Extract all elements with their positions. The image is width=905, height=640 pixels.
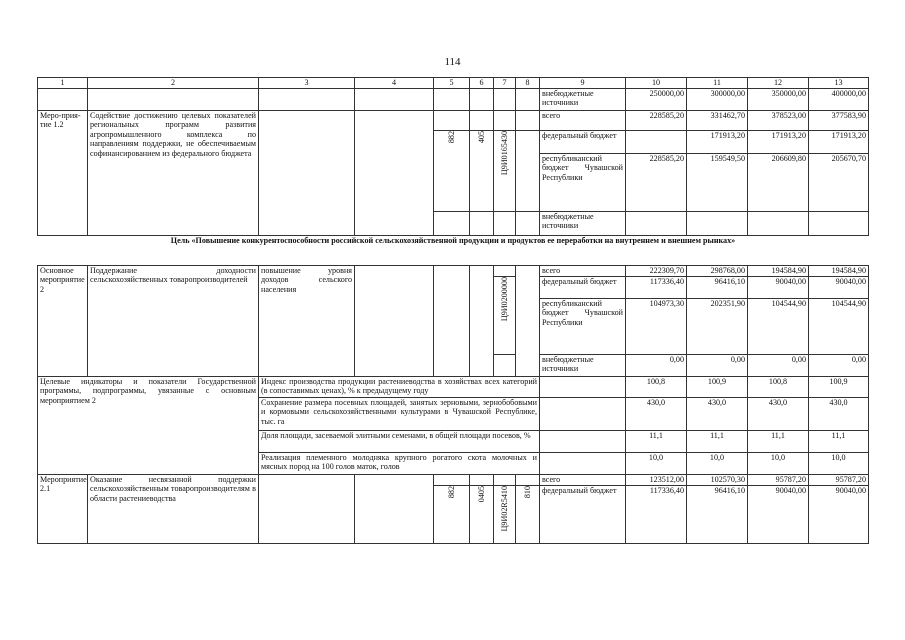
funding-source: федеральный бюджет	[540, 131, 626, 154]
indicator-text: Доля площади, засеваемой элитными семенами, в общей площади посевов, %	[259, 431, 540, 453]
code-section: 0405	[476, 486, 486, 503]
amount-cell: 331462,70	[687, 111, 748, 131]
indicator-value: 100,9	[809, 377, 869, 398]
amount-cell: 377583,90	[809, 111, 869, 131]
amount-cell: 228585,20	[626, 154, 687, 212]
col-num: 2	[88, 78, 259, 89]
amount-cell: 90040,00	[809, 277, 869, 299]
amount-cell: 300000,00	[687, 89, 748, 111]
funding-source: всего	[540, 111, 626, 131]
indicators-label: Целевые индикаторы и показатели Государственной программы, подпрограммы, увязанные с основным мероприятием 2	[38, 377, 259, 475]
code-section: 405	[476, 131, 486, 144]
indicator-value: 11,1	[626, 431, 687, 453]
amount-cell	[626, 212, 687, 236]
funding-source: внебюджетные источники	[540, 212, 626, 236]
funding-source: республиканский бюджет Чувашской Республики	[540, 299, 626, 355]
indicator-row	[38, 377, 869, 398]
col-num: 1	[38, 78, 88, 89]
amount-cell	[748, 212, 809, 236]
funding-source: республиканский бюджет Чувашской Республики	[540, 154, 626, 212]
indicator-value: 11,1	[687, 431, 748, 453]
col-num: 3	[259, 78, 355, 89]
amount-cell: 171913,20	[809, 131, 869, 154]
amount-cell: 117336,40	[626, 486, 687, 544]
code-target: Ц9И02R5410	[499, 486, 509, 532]
amount-cell: 206609,80	[748, 154, 809, 212]
amount-cell: 378523,00	[748, 111, 809, 131]
goal-heading: Цель «Повышение конкурентоспособности российской сельскохозяйственной продукции и продуктов ее переработки на внутреннем и внешнем рынках»	[38, 236, 869, 266]
table-row	[38, 266, 869, 277]
code-admin: 882	[446, 131, 456, 144]
col-num: 10	[626, 78, 687, 89]
amount-cell	[809, 212, 869, 236]
table-row	[38, 475, 869, 486]
amount-cell: 194584,90	[809, 266, 869, 277]
measure-description: Содействие достижению целевых показателей региональных программ развития агропромышленного комплекса по направлениям поддержки, не обеспечиваемым софинансированием из федерального бюджета	[88, 111, 259, 236]
indicator-value: 430,0	[748, 398, 809, 431]
amount-cell: 0,00	[748, 355, 809, 377]
amount-cell: 96416,10	[687, 277, 748, 299]
indicator-text: Сохранение размера посевных площадей, занятых зерновыми, зернобобовыми и кормовыми сельскохозяйственными культурами в Чувашской Республике, тыс. га	[259, 398, 540, 431]
amount-cell: 194584,90	[748, 266, 809, 277]
amount-cell: 104973,30	[626, 299, 687, 355]
col-num: 5	[434, 78, 470, 89]
amount-cell: 102570,30	[687, 475, 748, 486]
indicator-value: 11,1	[748, 431, 809, 453]
indicator-value: 430,0	[809, 398, 869, 431]
measure-name: Основное мероприятие 2	[38, 266, 88, 377]
amount-cell: 0,00	[809, 355, 869, 377]
table-row	[38, 89, 869, 111]
measure-description: Оказание несвязанной поддержки сельскохозяйственным товаропроизводителям в области растениеводства	[88, 475, 259, 544]
indicator-value: 10,0	[748, 453, 809, 475]
indicator-value: 430,0	[687, 398, 748, 431]
col-num: 11	[687, 78, 748, 89]
amount-cell: 350000,00	[748, 89, 809, 111]
amount-cell: 104544,90	[809, 299, 869, 355]
code-expense-type: 810	[522, 486, 532, 499]
amount-cell	[687, 212, 748, 236]
amount-cell: 250000,00	[626, 89, 687, 111]
indicator-text: Индекс производства продукции растениеводства в хозяйствах всех категорий (в сопоставимых ценах), % к предыдущему году	[259, 377, 540, 398]
amount-cell: 228585,20	[626, 111, 687, 131]
col-num: 9	[540, 78, 626, 89]
amount-cell: 205670,70	[809, 154, 869, 212]
amount-cell: 222309,70	[626, 266, 687, 277]
col-num: 8	[516, 78, 540, 89]
measure-name: Мероприятие 2.1	[38, 475, 88, 544]
col-num: 12	[748, 78, 809, 89]
indicator-value: 10,0	[626, 453, 687, 475]
amount-cell: 171913,20	[748, 131, 809, 154]
funding-source: внебюджетные источники	[540, 89, 626, 111]
indicator-value: 11,1	[809, 431, 869, 453]
column-number-row	[38, 78, 869, 89]
funding-source: всего	[540, 266, 626, 277]
col-num: 6	[470, 78, 494, 89]
indicator-value: 100,9	[687, 377, 748, 398]
amount-cell: 202351,90	[687, 299, 748, 355]
amount-cell: 95787,20	[809, 475, 869, 486]
amount-cell: 95787,20	[748, 475, 809, 486]
amount-cell	[626, 131, 687, 154]
indicator-value: 10,0	[809, 453, 869, 475]
amount-cell: 0,00	[687, 355, 748, 377]
goal-row	[38, 236, 869, 266]
col-num: 4	[355, 78, 434, 89]
expected-result: повышение уровня доходов сельского населения	[259, 266, 355, 377]
program-table	[37, 77, 869, 544]
indicator-value: 100,8	[626, 377, 687, 398]
table-row	[38, 111, 869, 131]
code-target: Ц9И0200000	[499, 277, 509, 322]
code-admin: 882	[446, 486, 456, 499]
amount-cell: 298768,00	[687, 266, 748, 277]
amount-cell: 171913,20	[687, 131, 748, 154]
amount-cell: 90040,00	[809, 486, 869, 544]
amount-cell: 104544,90	[748, 299, 809, 355]
indicator-text: Реализация племенного молодняка крупного рогатого скота молочных и мясных пород на 100 голов маток, голов	[259, 453, 540, 475]
funding-source: федеральный бюджет	[540, 486, 626, 544]
amount-cell: 117336,40	[626, 277, 687, 299]
measure-description: Поддержание доходности сельскохозяйственных товаропроизводителей	[88, 266, 259, 377]
funding-source: федеральный бюджет	[540, 277, 626, 299]
amount-cell: 90040,00	[748, 486, 809, 544]
indicator-value: 430,0	[626, 398, 687, 431]
amount-cell: 0,00	[626, 355, 687, 377]
funding-source: внебюджетные источники	[540, 355, 626, 377]
funding-source: всего	[540, 475, 626, 486]
indicator-value: 10,0	[687, 453, 748, 475]
amount-cell: 90040,00	[748, 277, 809, 299]
col-num: 7	[494, 78, 516, 89]
amount-cell: 123512,00	[626, 475, 687, 486]
amount-cell: 400000,00	[809, 89, 869, 111]
amount-cell: 159549,50	[687, 154, 748, 212]
amount-cell: 96416,10	[687, 486, 748, 544]
page-number: 114	[444, 56, 461, 68]
measure-name: Меро-прия-тие 1.2	[38, 111, 88, 236]
col-num: 13	[809, 78, 869, 89]
indicator-value: 100,8	[748, 377, 809, 398]
code-target: Ц9И0165430	[499, 131, 509, 176]
